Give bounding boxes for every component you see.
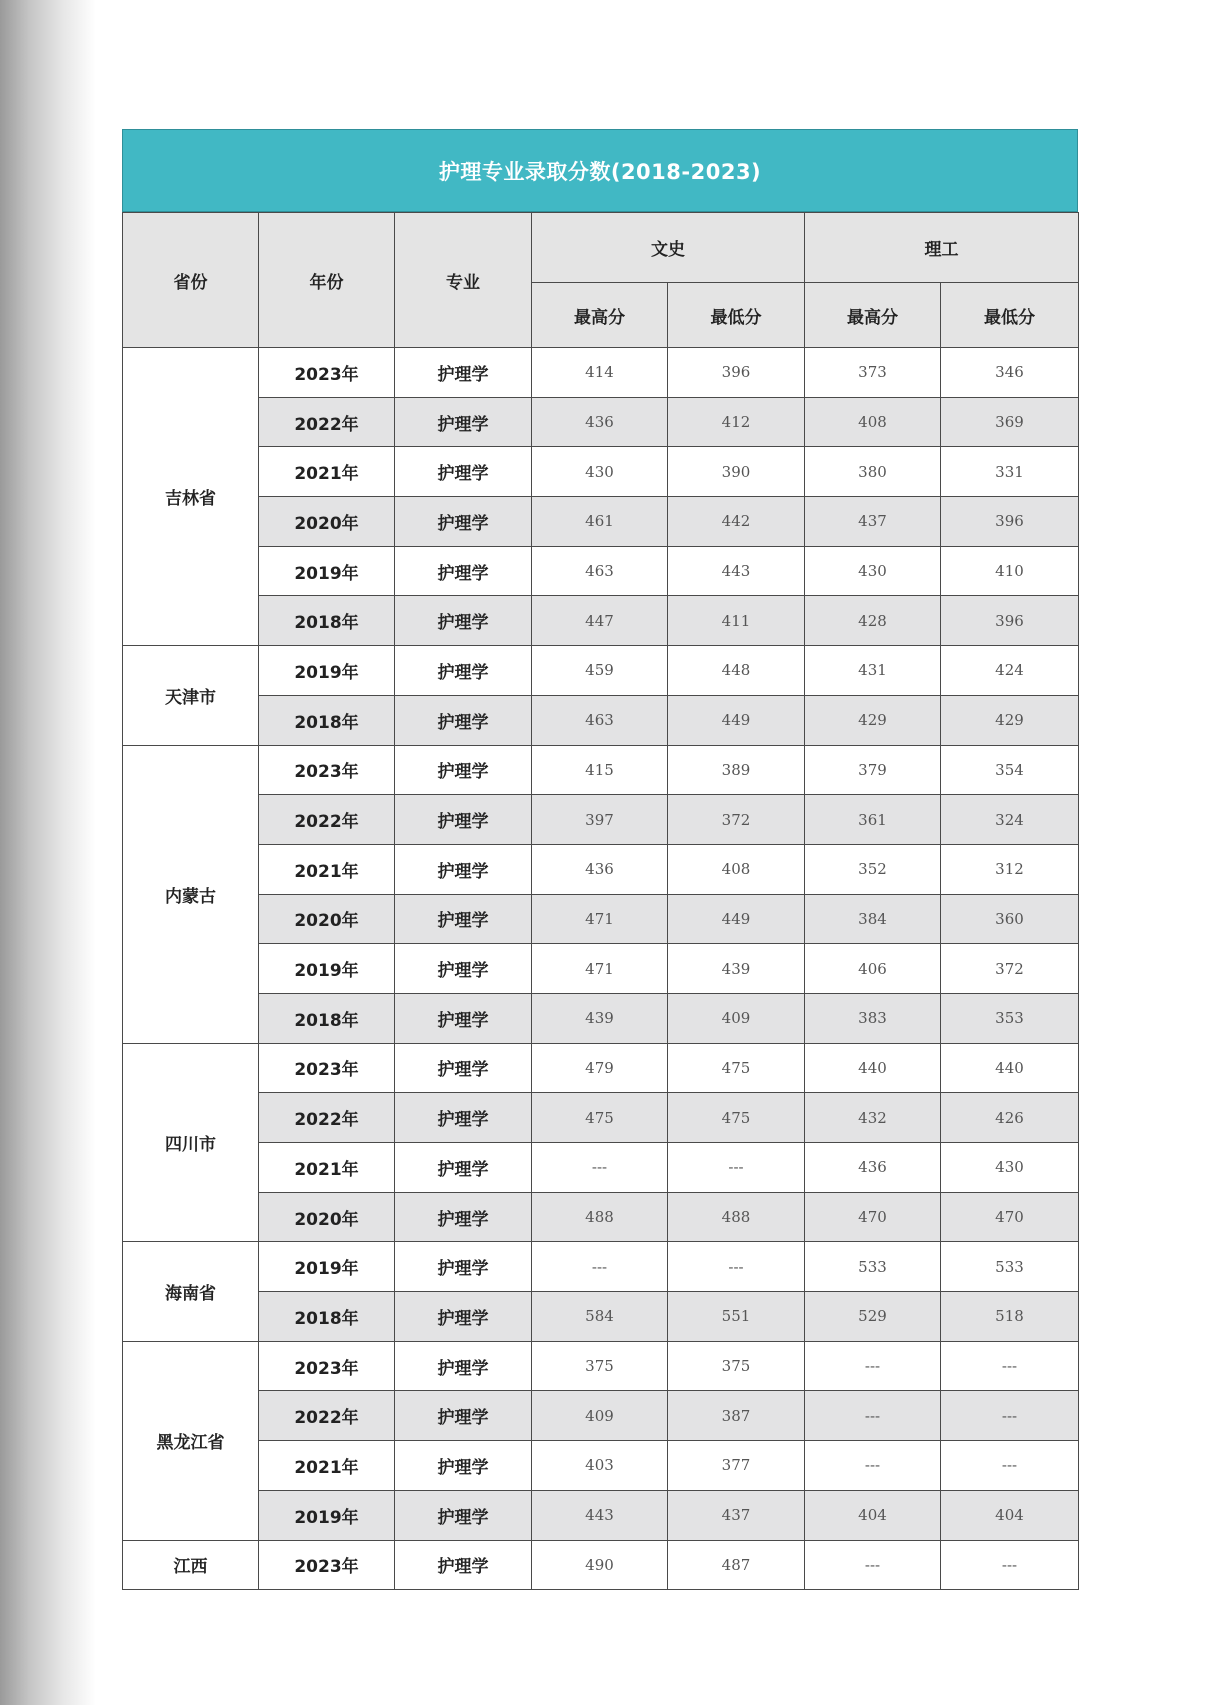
wenshi-min-cell: 443 [668,546,805,596]
table-row [123,993,1079,1043]
major-cell: 护理学 [395,1490,532,1540]
wenshi-min-cell: 377 [668,1441,805,1491]
year-cell: 2019年 [259,546,395,596]
major-cell: 护理学 [395,1341,532,1391]
table-row [123,596,1079,646]
ligong-min-cell: 369 [941,397,1079,447]
ligong-min-cell: 331 [941,447,1079,497]
province-cell: 天津市 [123,646,259,745]
major-cell: 护理学 [395,1292,532,1342]
wenshi-min-cell: 411 [668,596,805,646]
wenshi-min-cell: 387 [668,1391,805,1441]
wenshi-min-cell: --- [668,1242,805,1292]
major-cell: 护理学 [395,844,532,894]
ligong-min-cell: 324 [941,795,1079,845]
ligong-max-cell: 352 [805,844,941,894]
wenshi-max-cell: 414 [532,348,668,398]
province-cell: 内蒙古 [123,745,259,1043]
page-edge-shadow [0,0,96,1705]
wenshi-min-cell: 375 [668,1341,805,1391]
year-cell: 2019年 [259,944,395,994]
wenshi-min-cell: 475 [668,1093,805,1143]
ligong-max-cell: 408 [805,397,941,447]
major-cell: 护理学 [395,646,532,696]
wenshi-min-cell: 488 [668,1192,805,1242]
table-row [123,1292,1079,1342]
year-cell: 2023年 [259,745,395,795]
wenshi-max-cell: 403 [532,1441,668,1491]
wenshi-min-cell: 396 [668,348,805,398]
major-cell: 护理学 [395,993,532,1043]
year-cell: 2018年 [259,695,395,745]
ligong-min-cell: 410 [941,546,1079,596]
ligong-max-cell: --- [805,1540,941,1590]
year-cell: 2019年 [259,1242,395,1292]
ligong-min-cell: --- [941,1441,1079,1491]
province-cell: 江西 [123,1540,259,1590]
table-row [123,1093,1079,1143]
year-cell: 2018年 [259,993,395,1043]
ligong-max-cell: 428 [805,596,941,646]
wenshi-min-cell: 487 [668,1540,805,1590]
wenshi-max-cell: 459 [532,646,668,696]
ligong-min-cell: 372 [941,944,1079,994]
table-row [123,745,1079,795]
major-cell: 护理学 [395,1441,532,1491]
province-cell: 黑龙江省 [123,1341,259,1540]
wenshi-min-cell: 412 [668,397,805,447]
ligong-max-cell: --- [805,1391,941,1441]
wenshi-max-cell: 443 [532,1490,668,1540]
table-row [123,646,1079,696]
major-cell: 护理学 [395,348,532,398]
major-cell: 护理学 [395,1540,532,1590]
ligong-min-cell: 396 [941,497,1079,547]
ligong-max-cell: 430 [805,546,941,596]
wenshi-max-cell: 436 [532,397,668,447]
ligong-min-cell: 426 [941,1093,1079,1143]
wenshi-max-cell: 409 [532,1391,668,1441]
ligong-min-cell: --- [941,1391,1079,1441]
ligong-max-cell: 373 [805,348,941,398]
major-cell: 护理学 [395,1143,532,1193]
ligong-min-cell: --- [941,1540,1079,1590]
ligong-max-cell: 529 [805,1292,941,1342]
table-row [123,497,1079,547]
ligong-max-cell: 437 [805,497,941,547]
year-cell: 2023年 [259,1341,395,1391]
table-row [123,1391,1079,1441]
table-row [123,447,1079,497]
wenshi-min-cell: 437 [668,1490,805,1540]
ligong-max-cell: 533 [805,1242,941,1292]
wenshi-max-cell: 436 [532,844,668,894]
ligong-min-cell: 354 [941,745,1079,795]
year-cell: 2023年 [259,348,395,398]
wenshi-max-cell: --- [532,1143,668,1193]
ligong-min-cell: 429 [941,695,1079,745]
header-ligong-min: 最低分 [941,283,1079,348]
wenshi-max-cell: 447 [532,596,668,646]
major-cell: 护理学 [395,795,532,845]
province-cell: 海南省 [123,1242,259,1341]
ligong-min-cell: 360 [941,894,1079,944]
ligong-max-cell: 383 [805,993,941,1043]
major-cell: 护理学 [395,447,532,497]
ligong-max-cell: 380 [805,447,941,497]
wenshi-max-cell: 584 [532,1292,668,1342]
ligong-min-cell: 533 [941,1242,1079,1292]
ligong-min-cell: 424 [941,646,1079,696]
wenshi-max-cell: 375 [532,1341,668,1391]
ligong-max-cell: --- [805,1341,941,1391]
ligong-min-cell: 396 [941,596,1079,646]
table-row [123,348,1079,398]
major-cell: 护理学 [395,546,532,596]
wenshi-max-cell: 415 [532,745,668,795]
year-cell: 2022年 [259,795,395,845]
ligong-min-cell: 470 [941,1192,1079,1242]
ligong-min-cell: 353 [941,993,1079,1043]
major-cell: 护理学 [395,1391,532,1441]
ligong-max-cell: 361 [805,795,941,845]
province-cell: 吉林省 [123,348,259,646]
ligong-max-cell: 440 [805,1043,941,1093]
ligong-max-cell: 429 [805,695,941,745]
year-cell: 2023年 [259,1540,395,1590]
table-row [123,1540,1079,1590]
year-cell: 2023年 [259,1043,395,1093]
ligong-max-cell: 470 [805,1192,941,1242]
year-cell: 2018年 [259,596,395,646]
wenshi-min-cell: --- [668,1143,805,1193]
table-row [123,695,1079,745]
table-row [123,1043,1079,1093]
major-cell: 护理学 [395,1242,532,1292]
wenshi-min-cell: 372 [668,795,805,845]
province-cell: 四川市 [123,1043,259,1242]
ligong-max-cell: 404 [805,1490,941,1540]
wenshi-max-cell: 490 [532,1540,668,1590]
table-row [123,397,1079,447]
ligong-min-cell: 440 [941,1043,1079,1093]
admission-score-table-container [122,129,1078,1590]
year-cell: 2022年 [259,1093,395,1143]
admission-score-table [122,212,1079,1590]
wenshi-min-cell: 409 [668,993,805,1043]
major-cell: 护理学 [395,1043,532,1093]
wenshi-max-cell: 463 [532,546,668,596]
wenshi-min-cell: 551 [668,1292,805,1342]
ligong-min-cell: 404 [941,1490,1079,1540]
year-cell: 2021年 [259,1143,395,1193]
wenshi-max-cell: 479 [532,1043,668,1093]
table-row [123,844,1079,894]
year-cell: 2020年 [259,1192,395,1242]
year-cell: 2020年 [259,894,395,944]
header-wenshi-max: 最高分 [532,283,668,348]
header-ligong: 理工 [805,213,1079,283]
wenshi-max-cell: 430 [532,447,668,497]
wenshi-min-cell: 442 [668,497,805,547]
major-cell: 护理学 [395,1093,532,1143]
major-cell: 护理学 [395,695,532,745]
ligong-min-cell: 518 [941,1292,1079,1342]
year-cell: 2018年 [259,1292,395,1342]
major-cell: 护理学 [395,1192,532,1242]
wenshi-max-cell: 488 [532,1192,668,1242]
table-row [123,795,1079,845]
major-cell: 护理学 [395,745,532,795]
major-cell: 护理学 [395,596,532,646]
ligong-max-cell: 432 [805,1093,941,1143]
wenshi-min-cell: 449 [668,894,805,944]
year-cell: 2022年 [259,397,395,447]
wenshi-max-cell: 471 [532,894,668,944]
header-wenshi: 文史 [532,213,805,283]
wenshi-max-cell: 397 [532,795,668,845]
year-cell: 2021年 [259,1441,395,1491]
wenshi-max-cell: 439 [532,993,668,1043]
wenshi-min-cell: 408 [668,844,805,894]
year-cell: 2019年 [259,1490,395,1540]
ligong-max-cell: 406 [805,944,941,994]
year-cell: 2019年 [259,646,395,696]
wenshi-max-cell: 463 [532,695,668,745]
header-major: 专业 [395,213,532,348]
ligong-max-cell: 379 [805,745,941,795]
table-row [123,894,1079,944]
ligong-max-cell: 384 [805,894,941,944]
table-row [123,1490,1079,1540]
year-cell: 2021年 [259,844,395,894]
table-row [123,1242,1079,1292]
table-row [123,1192,1079,1242]
wenshi-max-cell: --- [532,1242,668,1292]
header-province: 省份 [123,213,259,348]
year-cell: 2021年 [259,447,395,497]
wenshi-max-cell: 471 [532,944,668,994]
ligong-min-cell: --- [941,1341,1079,1391]
table-row [123,1143,1079,1193]
major-cell: 护理学 [395,894,532,944]
major-cell: 护理学 [395,397,532,447]
ligong-min-cell: 312 [941,844,1079,894]
header-wenshi-min: 最低分 [668,283,805,348]
wenshi-min-cell: 449 [668,695,805,745]
ligong-max-cell: 436 [805,1143,941,1193]
table-row [123,1341,1079,1391]
table-row [123,1441,1079,1491]
major-cell: 护理学 [395,497,532,547]
table-row [123,546,1079,596]
wenshi-min-cell: 475 [668,1043,805,1093]
wenshi-min-cell: 389 [668,745,805,795]
wenshi-max-cell: 461 [532,497,668,547]
ligong-min-cell: 430 [941,1143,1079,1193]
wenshi-max-cell: 475 [532,1093,668,1143]
major-cell: 护理学 [395,944,532,994]
header-ligong-max: 最高分 [805,283,941,348]
wenshi-min-cell: 439 [668,944,805,994]
wenshi-min-cell: 390 [668,447,805,497]
wenshi-min-cell: 448 [668,646,805,696]
ligong-min-cell: 346 [941,348,1079,398]
ligong-max-cell: --- [805,1441,941,1491]
ligong-max-cell: 431 [805,646,941,696]
year-cell: 2022年 [259,1391,395,1441]
table-title: 护理专业录取分数(2018-2023) [122,129,1078,212]
table-body [123,348,1079,1590]
header-year: 年份 [259,213,395,348]
year-cell: 2020年 [259,497,395,547]
table-header [123,213,1079,348]
table-row [123,944,1079,994]
